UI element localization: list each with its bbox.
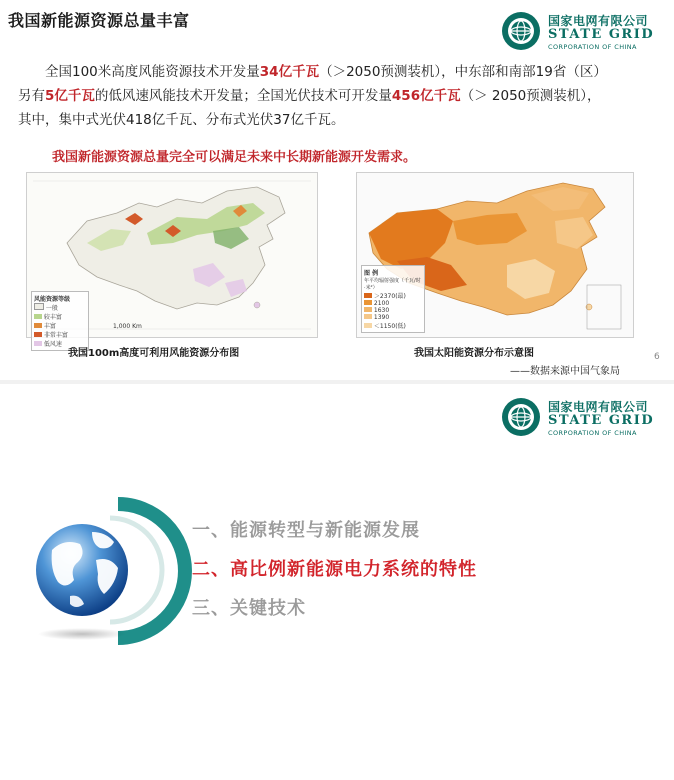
solar-resource-map — [356, 172, 634, 338]
logo-corporation-text: CORPORATION OF CHINA — [548, 43, 637, 51]
agenda-item-energy-transition: 一、能源转型与新能源发展 — [192, 520, 420, 541]
legend-item: 1390 — [364, 314, 422, 321]
legend-item: ＜1150(低) — [364, 321, 422, 330]
agenda-item-system-characteristics: 二、高比例新能源电力系统的特性 — [192, 559, 477, 580]
legend-item: 1630 — [364, 307, 422, 314]
logo-chinese-name: 国家电网有限公司 — [548, 400, 649, 414]
page-number: 6 — [654, 352, 660, 362]
globe-graphic — [30, 498, 170, 648]
resource-paragraph — [18, 60, 658, 132]
agenda-item-key-technologies: 三、关键技术 — [192, 598, 306, 619]
legend-item: ＞2370(最) — [364, 291, 422, 300]
legend-item: 低风速 — [34, 339, 86, 348]
wind-capacity-highlight: 34亿千瓦 — [259, 64, 320, 80]
logo-chinese-name: 国家电网有限公司 — [548, 14, 649, 28]
legend-item: 非常丰富 — [34, 330, 86, 339]
wind-map-caption: 我国100m高度可利用风能资源分布图 — [68, 348, 240, 359]
conclusion-text: 我国新能源资源总量完全可以满足未来中长期新能源开发需求。 — [52, 150, 417, 165]
slide-agenda — [0, 384, 674, 780]
wind-map-scale: 1,000 Km — [113, 323, 142, 330]
state-grid-emblem-icon — [500, 396, 542, 438]
state-grid-emblem-icon — [500, 10, 542, 52]
para-text: 另有 — [18, 88, 45, 104]
low-wind-capacity-highlight: 5亿千瓦 — [45, 88, 95, 104]
logo-corporation-text: CORPORATION OF CHINA — [548, 429, 637, 437]
para-text: （＞2050预测装机），中东部和南部19省（区） — [319, 64, 607, 80]
legend-subtitle: 年平均辐射强度（千瓦/时·米²） — [364, 278, 421, 291]
state-grid-logo — [500, 10, 660, 54]
legend-title: 风能资源等级 — [34, 296, 71, 303]
para-text: 的低风速风能技术开发量；全国光伏技术可开发量 — [94, 88, 392, 104]
legend-item: 2100 — [364, 300, 422, 307]
slide-title: 我国新能源资源总量丰富 — [8, 11, 190, 30]
wind-map-legend — [31, 291, 89, 351]
para-text: 其中，集中式光伏418亿千瓦、分布式光伏37亿千瓦。 — [18, 112, 345, 128]
logo-english-name: STATE GRID — [548, 413, 655, 428]
slide-resources — [0, 0, 674, 380]
solar-map-caption: 我国太阳能资源分布示意图 — [414, 348, 534, 359]
logo-english-name: STATE GRID — [548, 27, 655, 42]
legend-item: 较丰富 — [34, 312, 86, 321]
pv-capacity-highlight: 456亿千瓦 — [391, 88, 461, 104]
para-text: 全国100米高度风能资源技术开发量 — [45, 64, 260, 80]
para-text: （＞ 2050预测装机）， — [460, 88, 601, 104]
solar-map-legend — [361, 265, 425, 333]
state-grid-logo — [500, 396, 660, 440]
data-source-note: ——数据来源中国气象局 — [510, 366, 620, 377]
legend-item: 丰富 — [34, 321, 86, 330]
legend-title: 图 例 — [364, 270, 379, 277]
legend-item: 一般 — [34, 303, 86, 312]
wind-resource-map — [26, 172, 318, 348]
